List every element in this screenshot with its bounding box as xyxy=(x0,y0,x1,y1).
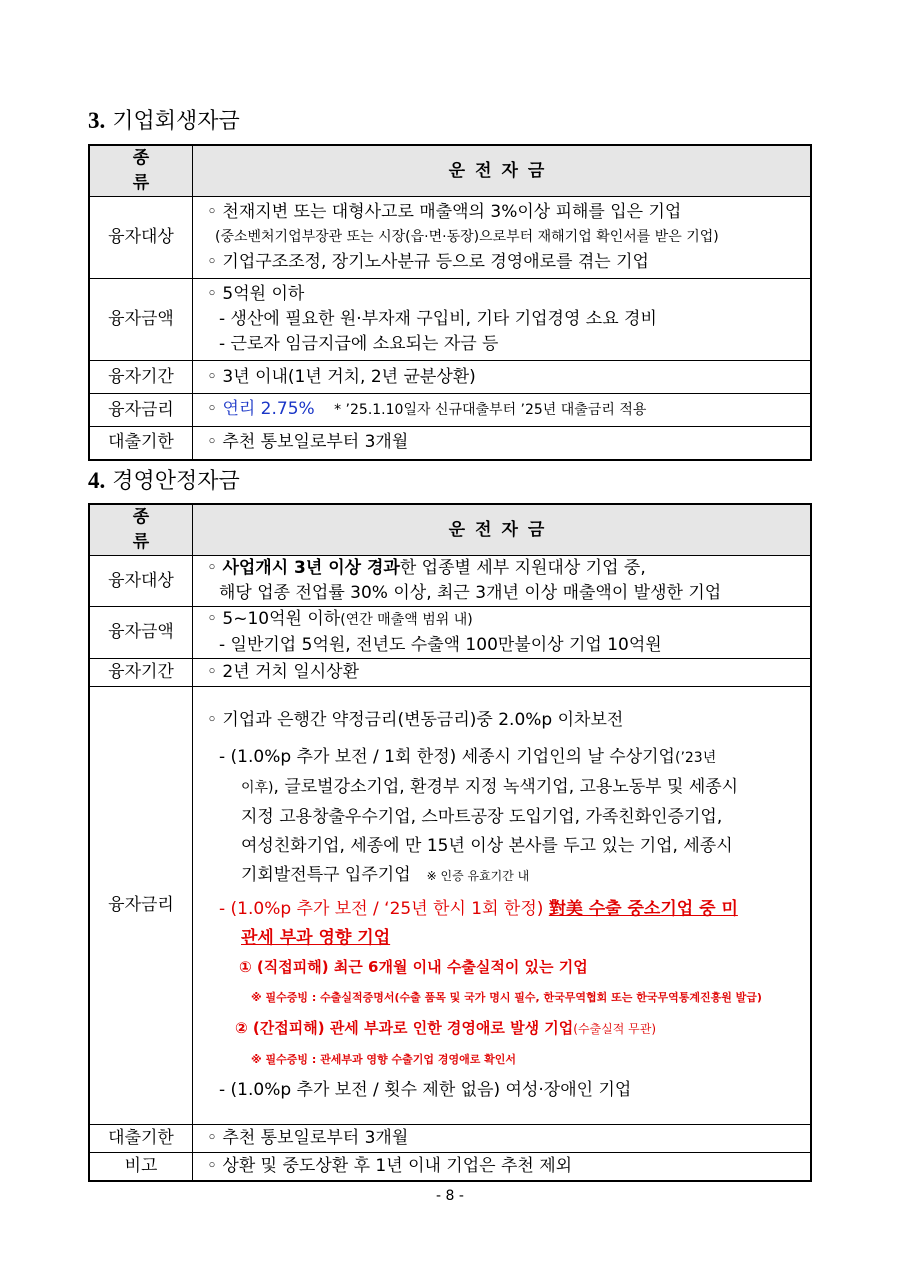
table-row xyxy=(89,1125,811,1153)
section-3-title: 기업회생자금 xyxy=(112,109,240,134)
row-content-rate: ◦ 기업과 은행간 약정금리(변동금리)중 2.0%p 이차보전 - (1.0%p 추가 보전 / 1회 한정) 세종시 기업인의 날 수상기업(’23년 이후), 글로벌강소기업, 환경부 지정 녹색기업, 고용노동부 및 세종시 지정 고용창출우수기업, 스마트공장 도입기업, 가족친화인증기업, 여성친화기업, 세종에 만 15년 이상 본사를 두고 있는 기업, 세종시 기회발전특구 입주기업 ※ 인증 유효기간 내 - (1.0%p 추가 보전 / ‘25년 한시 1회 한정) 對美 수출 중소기업 중 미 관세 부과 영향 기업 ① (직접피해) 최근 6개월 이내 수출실적이 있는 기업 ※ 필수증빙 : 수출실적증명서(수출 품목 및 국가 명시 필수, 한국무역협회 또는 한국무역통계진흥원 발급) ② (간접피해) 관세 부과로 인한 경영애로 발생 기업(수출실적 무관) ※ 필수증빙 : 관세부과 영향 수출기업 경영애로 확인서 - (1.0%p 추가 보전 / 횟수 제한 없음) 여성·장애인 기업 xyxy=(193,687,812,1125)
table-row xyxy=(89,556,811,607)
header-fund: 운전자금 xyxy=(193,145,812,197)
section-4-title: 경영안정자금 xyxy=(112,469,240,494)
section-4-number: 4. xyxy=(88,468,106,493)
table-row xyxy=(89,1153,811,1181)
rate-note: * ’25.1.10일자 신규대출부터 ’25년 대출금리 적용 xyxy=(334,402,647,418)
row-label-rate: 융자금리 xyxy=(89,687,193,1125)
row-label-rate: 융자금리 xyxy=(89,394,193,427)
section-4-heading xyxy=(88,464,240,495)
row-content-period: ◦ 3년 이내(1년 거치, 2년 균분상환) xyxy=(193,361,812,394)
row-content-target: ◦ 사업개시 3년 이상 경과한 업종별 세부 지원대상 기업 중, 해당 업종 전업률 30% 이상, 최근 3개년 이상 매출액이 발생한 기업 xyxy=(193,556,812,607)
table-row xyxy=(89,279,811,361)
row-label-deadline: 대출기한 xyxy=(89,1125,193,1153)
row-content-deadline: ◦ 추천 통보일로부터 3개월 xyxy=(193,1125,812,1153)
row-label-amount: 융자금액 xyxy=(89,279,193,361)
row-content-period: ◦ 2년 거치 일시상환 xyxy=(193,659,812,687)
section-3-table xyxy=(88,144,812,461)
row-content-amount: ◦ 5~10억원 이하(연간 매출액 범위 내) - 일반기업 5억원, 전년도 수출액 100만불이상 기업 10억원 xyxy=(193,607,812,659)
header-fund: 운전자금 xyxy=(193,504,812,556)
row-label-remark: 비고 xyxy=(89,1153,193,1181)
row-content-remark: ◦ 상환 및 중도상환 후 1년 이내 기업은 추천 제외 xyxy=(193,1153,812,1181)
rate-value: 연리 2.75% xyxy=(222,399,315,419)
table-header-row xyxy=(89,145,811,197)
table-row xyxy=(89,394,811,427)
row-label-amount: 융자금액 xyxy=(89,607,193,659)
row-content-deadline: ◦ 추천 통보일로부터 3개월 xyxy=(193,427,812,460)
row-label-target: 융자대상 xyxy=(89,197,193,279)
page-number: - 8 - xyxy=(436,1188,464,1204)
row-content-target: ◦ 천재지변 또는 대형사고로 매출액의 3%이상 피해를 입은 기업 (중소벤처기업부장관 또는 시장(읍·면·동장)으로부터 재해기업 확인서를 받은 기업) ◦ 기업구조조정, 장기노사분규 등으로 경영애로를 겪는 기업 xyxy=(193,197,812,279)
row-label-period: 융자기간 xyxy=(89,659,193,687)
row-label-period: 융자기간 xyxy=(89,361,193,394)
section-3-number: 3. xyxy=(88,108,106,133)
table-row xyxy=(89,607,811,659)
table-header-row xyxy=(89,504,811,556)
row-content-rate: ◦ 연리 2.75% * ’25.1.10일자 신규대출부터 ’25년 대출금리 적용 xyxy=(193,394,812,427)
table-row xyxy=(89,361,811,394)
header-type: 종 류 xyxy=(89,145,193,197)
table-row xyxy=(89,427,811,460)
table-row xyxy=(89,687,811,1125)
row-content-amount: ◦ 5억원 이하 - 생산에 필요한 원·부자재 구입비, 기타 기업경영 소요 경비 - 근로자 임금지급에 소요되는 자금 등 xyxy=(193,279,812,361)
row-label-target: 융자대상 xyxy=(89,556,193,607)
section-3-heading xyxy=(88,104,240,135)
table-row xyxy=(89,197,811,279)
row-label-deadline: 대출기한 xyxy=(89,427,193,460)
header-type: 종 류 xyxy=(89,504,193,556)
table-row xyxy=(89,659,811,687)
section-4-table xyxy=(88,503,812,1182)
